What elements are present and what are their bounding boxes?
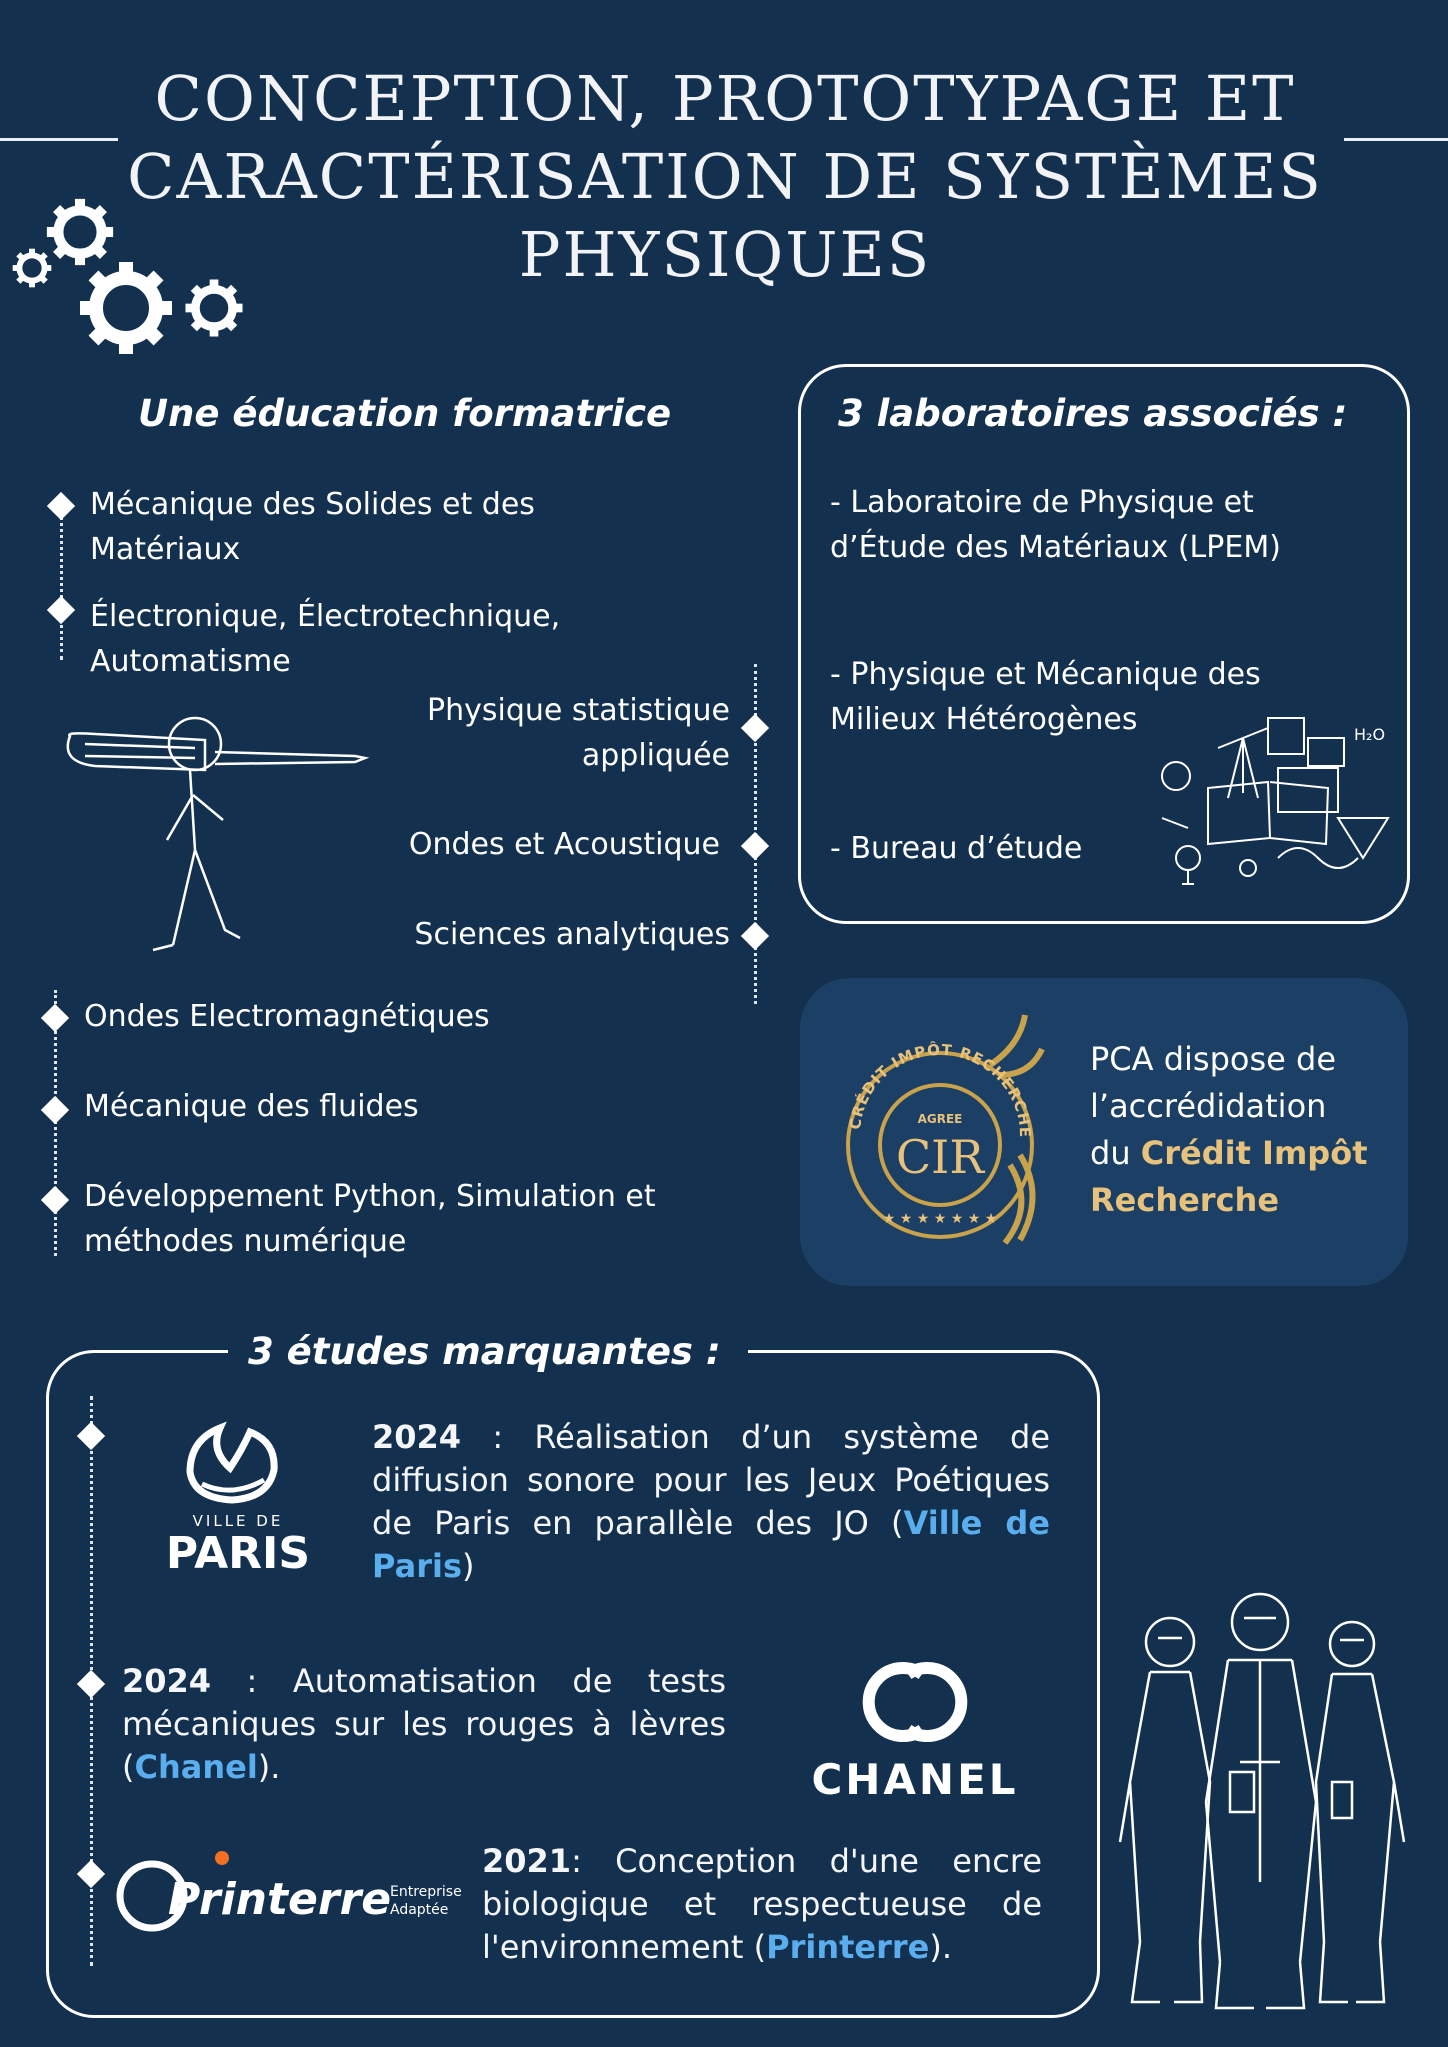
page-title <box>120 60 1330 294</box>
education-item: Ondes et Acoustique <box>408 827 720 862</box>
education-item: Mécanique des Solides et des Matériaux <box>90 487 535 567</box>
study-suffix: ) <box>461 1547 475 1585</box>
studies-heading: 3 études marquantes : <box>248 1330 721 1373</box>
education-item: Mécanique des fluides <box>84 1089 419 1124</box>
study-text: : Conception d'une encre biologique et respectueuse de l'environnement ( <box>482 1842 1042 1966</box>
bullet-diamond <box>41 1004 69 1032</box>
title-rule-right <box>1344 138 1448 141</box>
study-suffix: ). <box>257 1748 281 1786</box>
bullet-diamond <box>47 492 75 520</box>
labs-heading: 3 laboratoires associés : <box>838 392 1348 435</box>
study-item <box>122 1660 726 1789</box>
title-line-2: CARACTÉRISATION DE SYSTÈMES <box>127 140 1323 213</box>
printerre-logo-text: Printerre <box>168 1874 392 1925</box>
scientists-illustration <box>1110 1582 1410 2016</box>
badge-agree-text: AGREE <box>917 1112 963 1126</box>
bullet-diamond <box>741 922 769 950</box>
stick-figure-pencil-illustration <box>55 700 375 960</box>
education-item: Électronique, Électrotechnique, Automatisme <box>90 599 561 679</box>
bullet-diamond <box>41 1186 69 1214</box>
title-line-3: PHYSIQUES <box>518 218 932 291</box>
study-suffix: ). <box>929 1928 953 1966</box>
title-rule-left <box>0 138 118 141</box>
ville-de-paris-logo <box>150 1420 330 1580</box>
svg-text:★ ★ ★ ★ ★ ★ ★: ★ ★ ★ ★ ★ ★ ★ <box>882 1211 998 1227</box>
paris-logo-small-text: VILLE DE <box>192 1512 284 1530</box>
science-doodle-illustration <box>1148 708 1396 898</box>
education-item: Ondes Electromagnétiques <box>84 999 490 1034</box>
badge-code-text: CIR <box>895 1130 985 1184</box>
education-item: Développement Python, Simulation et méthodes numérique <box>84 1179 656 1259</box>
gear-icon <box>8 190 258 370</box>
education-dotted-line-1 <box>60 498 63 660</box>
chanel-logo-text: CHANEL <box>811 1755 1019 1802</box>
study-year: 2021 <box>482 1842 572 1880</box>
paris-logo-big-text: PARIS <box>165 1528 311 1579</box>
cir-highlight: Crédit Impôt Recherche <box>1090 1134 1368 1219</box>
education-heading: Une éducation formatrice <box>138 392 672 435</box>
cir-text-prefix: PCA dispose de l’accrédidation du <box>1090 1040 1336 1172</box>
study-year: 2024 <box>122 1662 212 1700</box>
badge-arc-text: CRÉDIT IMPÔT RECHERCHE <box>846 1040 1035 1139</box>
chanel-logo <box>800 1652 1030 1802</box>
study-client: Ville de Paris <box>372 1504 1051 1585</box>
study-client: Printerre <box>766 1928 930 1966</box>
bullet-diamond <box>41 1096 69 1124</box>
bullet-diamond <box>741 714 769 742</box>
bullet-diamond <box>741 832 769 860</box>
cir-badge-logo <box>820 1005 1060 1265</box>
study-text: : Automatisation de tests mécaniques sur les rouges à lèvres ( <box>122 1662 726 1786</box>
cir-text <box>1090 1036 1370 1224</box>
title-line-1: CONCEPTION, PROTOTYPAGE ET <box>154 62 1296 135</box>
study-item <box>372 1416 1050 1588</box>
printerre-logo-small-2: Adaptée <box>390 1902 449 1918</box>
study-item <box>482 1840 1042 1969</box>
education-item: Physique statistique appliquée <box>427 693 730 773</box>
bullet-diamond <box>47 596 75 624</box>
education-item: Sciences analytiques <box>414 917 730 952</box>
study-client: Chanel <box>134 1748 258 1786</box>
lab-item: - Bureau d’étude <box>830 831 1083 866</box>
printerre-logo-small-1: Entreprise <box>390 1884 462 1900</box>
study-text: : Réalisation d’un système de diffusion sonore pour les Jeux Poétiques de Paris en parallèle des JO ( <box>372 1418 1050 1542</box>
printerre-logo <box>112 1848 474 1938</box>
lab-item: - Physique et Mécanique des Milieux Hétérogènes <box>830 657 1261 737</box>
lab-item: - Laboratoire de Physique et d’Étude des Matériaux (LPEM) <box>830 485 1281 565</box>
svg-text:H₂O: H₂O <box>1354 725 1386 744</box>
study-year: 2024 <box>372 1418 462 1456</box>
